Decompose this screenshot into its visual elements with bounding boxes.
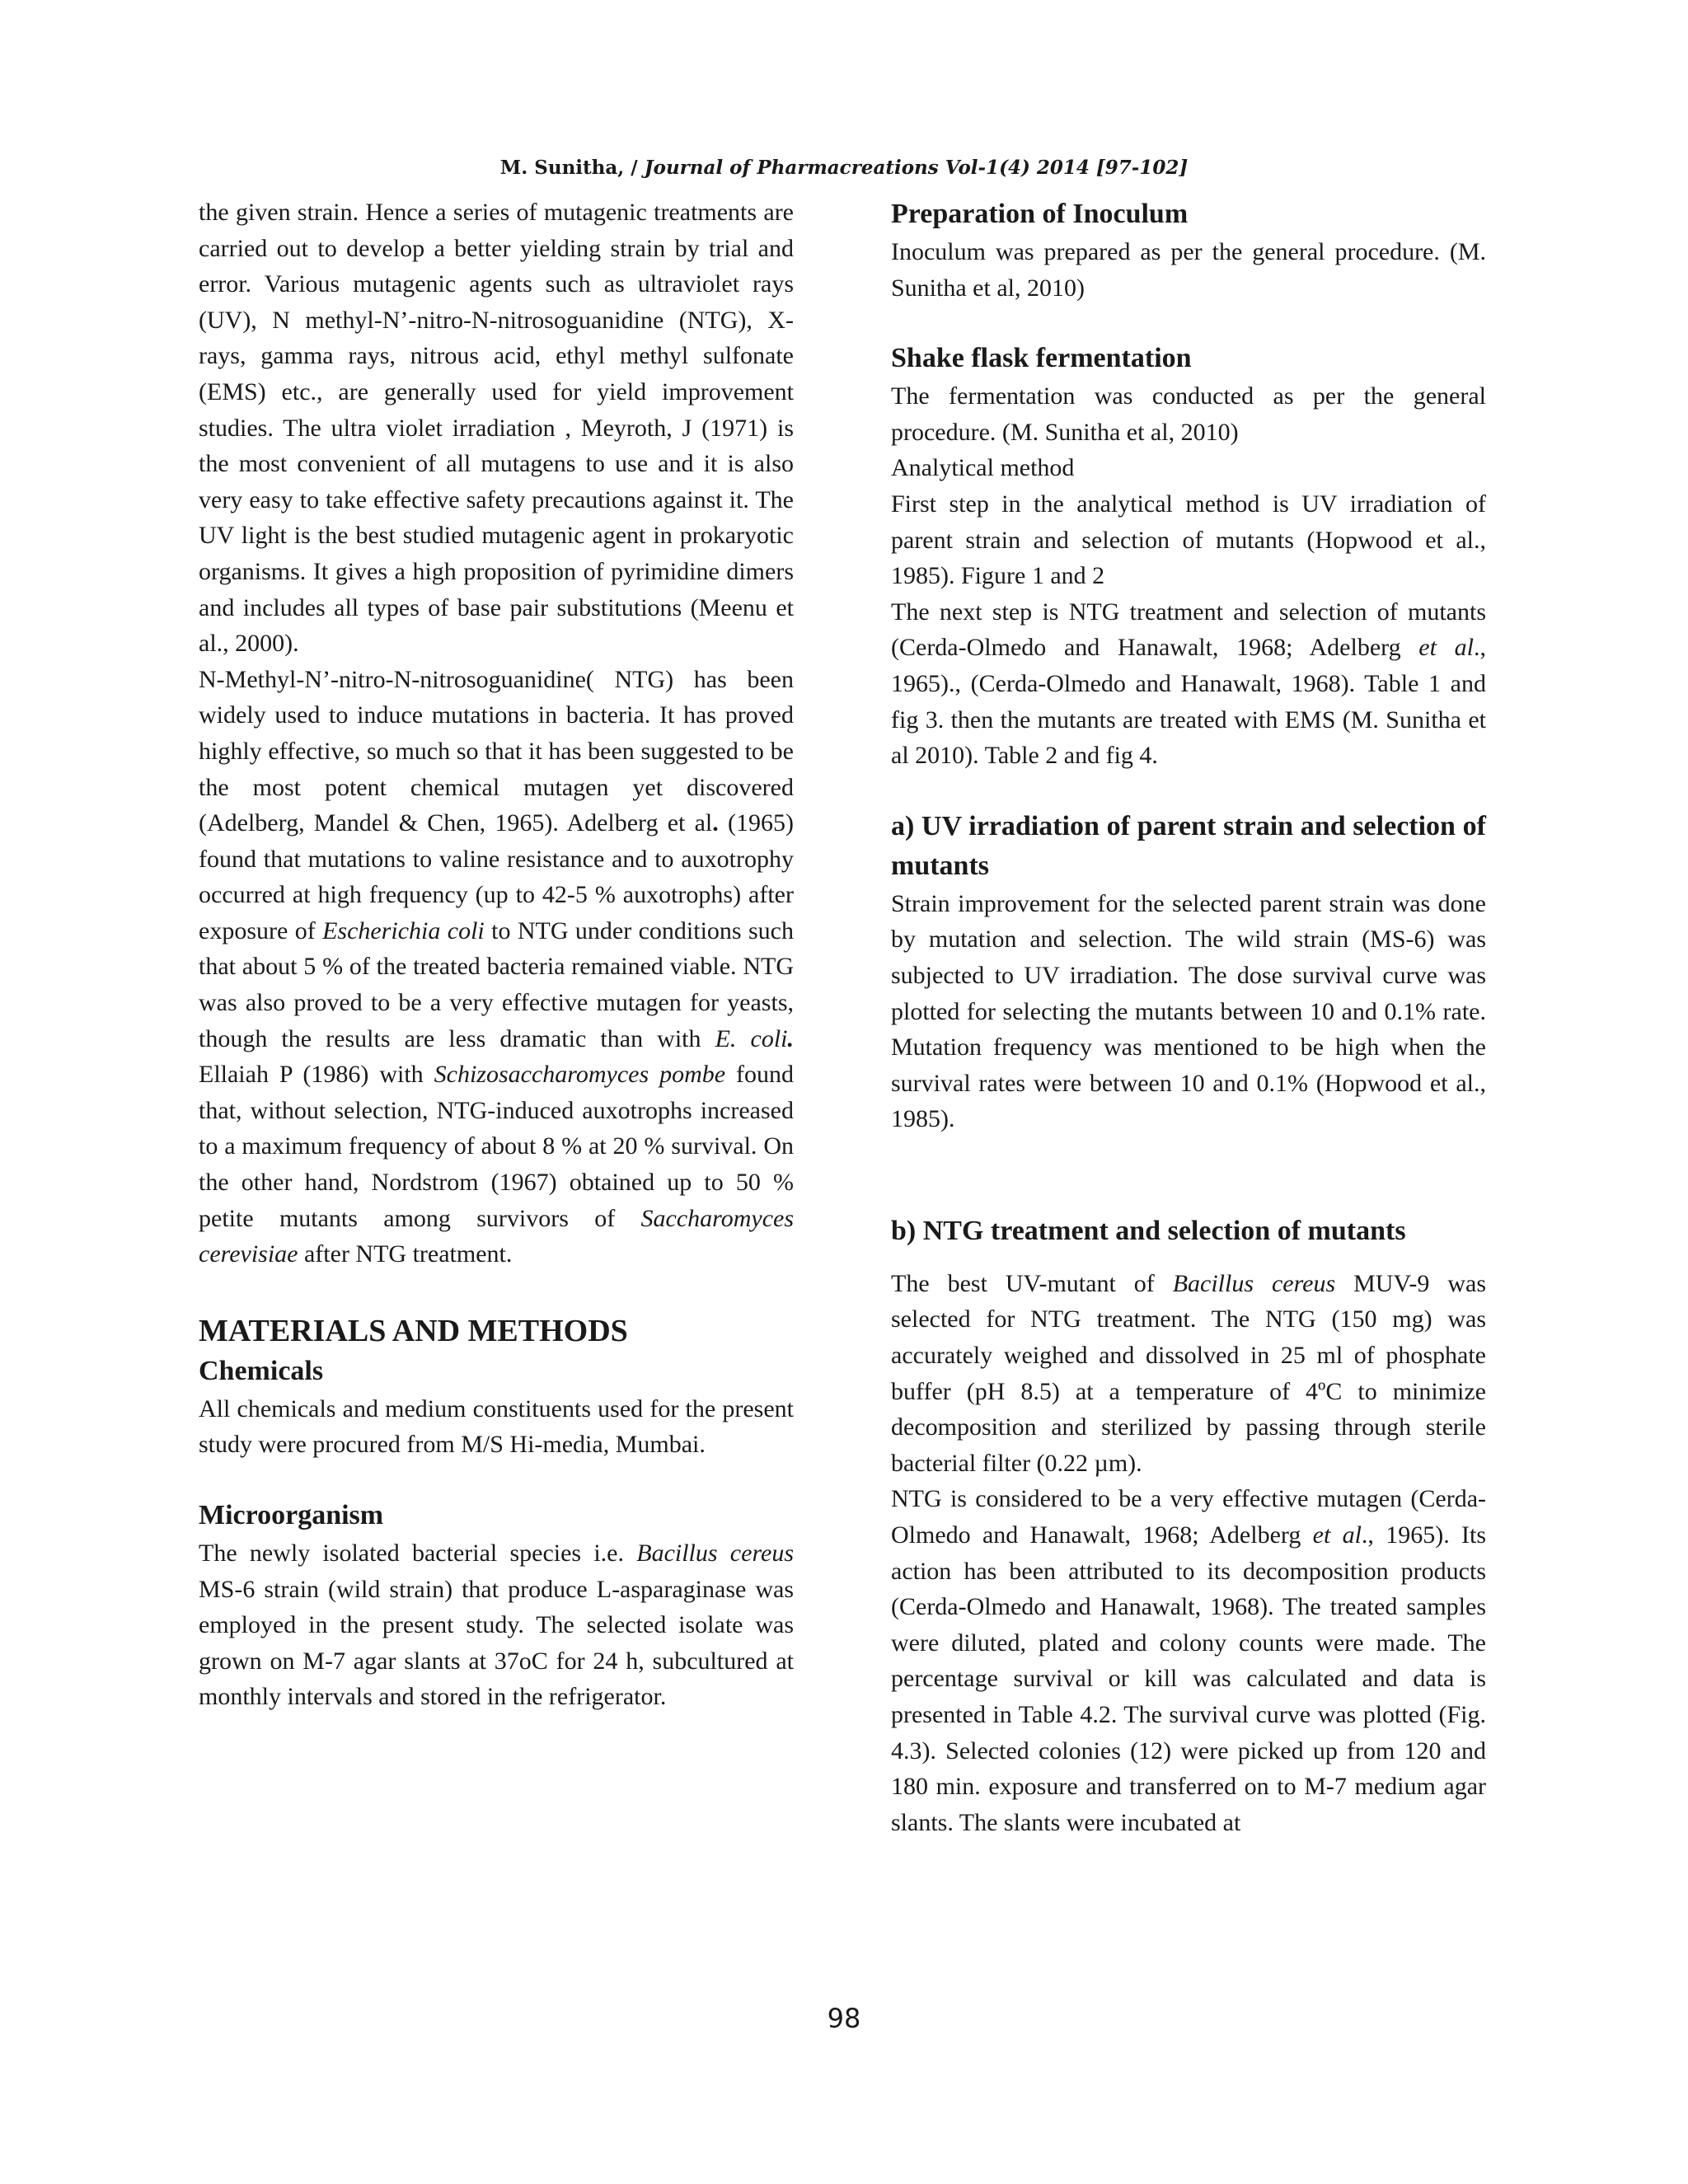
ntg-paragraph: N-Methyl-N’-nitro-N-nitrosoguanidine( NTG) has been widely used to induce mutations in bacteria. It has proved highly effective, so much so that it has been suggested to be the most potent chemical mutagen yet discovered (Adelberg, Mandel & Chen, 1965). Adelberg et al. (1965) found that mutations to valine resistance and to auxotrophy occurred at high frequency (up to 42-5 % auxotrophs) after exposure of Escherichia coli to NTG under conditions such that about 5 % of the treated bacteria remained viable. NTG was also proved to be a very effective mutagen for yeasts, though the results are less dramatic than with E. coli. Ellaiah P (1986) with Schizosaccharomyces pombe found that, without selection, NTG-induced auxotrophs increased to a maximum frequency of about 8 % at 20 % survival. On the other hand, Nordstrom (1967) obtained up to 50 % petite mutants among survivors of Saccharomyces cerevisiae after NTG treatment. <box>199 665 795 1268</box>
ntg-best-mutant-paragraph: The best UV-mutant of Bacillus cereus MUV-9 was selected for NTG treatment. The NTG (150 mg) was accurately weighed and dissolved in 25 ml of phosphate buffer (pH 8.5) at a temperature of 4ºC to minimize decomposition and sterilized by passing through sterile bacterial filter (0.22 µm). <box>891 1269 1486 1477</box>
page-number: 98 <box>827 2003 861 2034</box>
ntg-treatment-heading: b) NTG treatment and selection of mutants <box>891 1215 1406 1246</box>
uv-irradiation-paragraph: Strain improvement for the selected parent strain was done by mutation and selection. The wild strain (MS-6) was subjected to UV irradiation. The dose survival curve was plotted for selecting the mutants between 10 and 0.1% rate. Mutation frequency was mentioned to be high when the survival rates were between 10 and 0.1% (Hopwood et al., 1985). <box>891 889 1486 1133</box>
inoculum-paragraph: Inoculum was prepared as per the general procedure. (M. Sunitha et al, 2010) <box>891 238 1486 302</box>
analytical-method-paragraph: First step in the analytical method is UV irradiation of parent strain and selection of mutants (Hopwood et al., 1985). Figure 1 and 2 <box>891 490 1486 590</box>
microorganism-heading: Microorganism <box>199 1500 384 1530</box>
right-column <box>891 194 1486 1840</box>
materials-methods-heading: MATERIALS AND METHODS <box>199 1313 628 1348</box>
inoculum-heading: Preparation of Inoculum <box>891 199 1189 229</box>
analytical-method-label: Analytical method <box>891 454 1075 482</box>
shake-flask-paragraph: The fermentation was conducted as per the general procedure. (M. Sunitha et al, 2010) <box>891 382 1486 446</box>
header-author: M. Sunitha <box>499 157 618 179</box>
intro-paragraph: the given strain. Hence a series of mutagenic treatments are carried out to develop a better yielding strain by trial and error. Various mutagenic agents such as ultraviolet rays (UV), N methyl-N’-nitro-N-nitrosoguanidine (NTG), X-rays, gamma rays, nitrous acid, ethyl methyl sulfonate (EMS) etc., are generally used for yield improvement studies. The ultra violet irradiation , Meyroth, J (1971) is the most convenient of all mutagens to use and it is also very easy to take effective safety precautions against it. The UV light is the best studied mutagenic agent in prokaryotic organisms. It gives a high proposition of pyrimidine dimers and includes all types of base pair substitutions (Meenu et al., 2000). <box>199 199 794 658</box>
uv-irradiation-heading: a) UV irradiation of parent strain and selection of mutants <box>891 810 1486 881</box>
shake-flask-heading: Shake flask fermentation <box>891 343 1192 374</box>
chemicals-heading: Chemicals <box>199 1355 324 1386</box>
header-separator: , / <box>617 157 645 179</box>
running-header <box>0 157 1688 179</box>
left-column <box>199 194 794 1715</box>
microorganism-paragraph: The newly isolated bacterial species i.e. Bacillus cereus MS-6 strain (wild strain) that produce L-asparaginase was employed in the present study. The selected isolate was grown on M-7 agar slants at 37oC for 24 h, subcultured at monthly intervals and stored in the refrigerator. <box>199 1540 794 1711</box>
header-journal: Journal of Pharmacreations Vol-1(4) 2014 [97-102] <box>644 157 1189 179</box>
chemicals-paragraph: All chemicals and medium constituents used for the present study were procured from M/S Hi-media, Mumbai. <box>199 1394 794 1459</box>
next-step-paragraph: The next step is NTG treatment and selection of mutants (Cerda-Olmedo and Hanawalt, 1968; Adelberg et al., 1965)., (Cerda-Olmedo and Hanawalt, 1968). Table 1 and fig 3. then the mutants are treated with EMS (M. Sunitha et al 2010). Table 2 and fig 4. <box>891 598 1486 770</box>
ntg-effective-paragraph: NTG is considered to be a very effective mutagen (Cerda-Olmedo and Hanawalt, 1968; Adelberg et al., 1965). Its action has been attributed to its decomposition products (Cerda-Olmedo and Hanawalt, 1968). The treated samples were diluted, plated and colony counts were made. The percentage survival or kill was calculated and data is presented in Table 4.2. The survival curve was plotted (Fig. 4.3). Selected colonies (12) were picked up from 120 and 180 min. exposure and transferred on to M-7 medium agar slants. The slants were incubated at <box>891 1485 1486 1836</box>
